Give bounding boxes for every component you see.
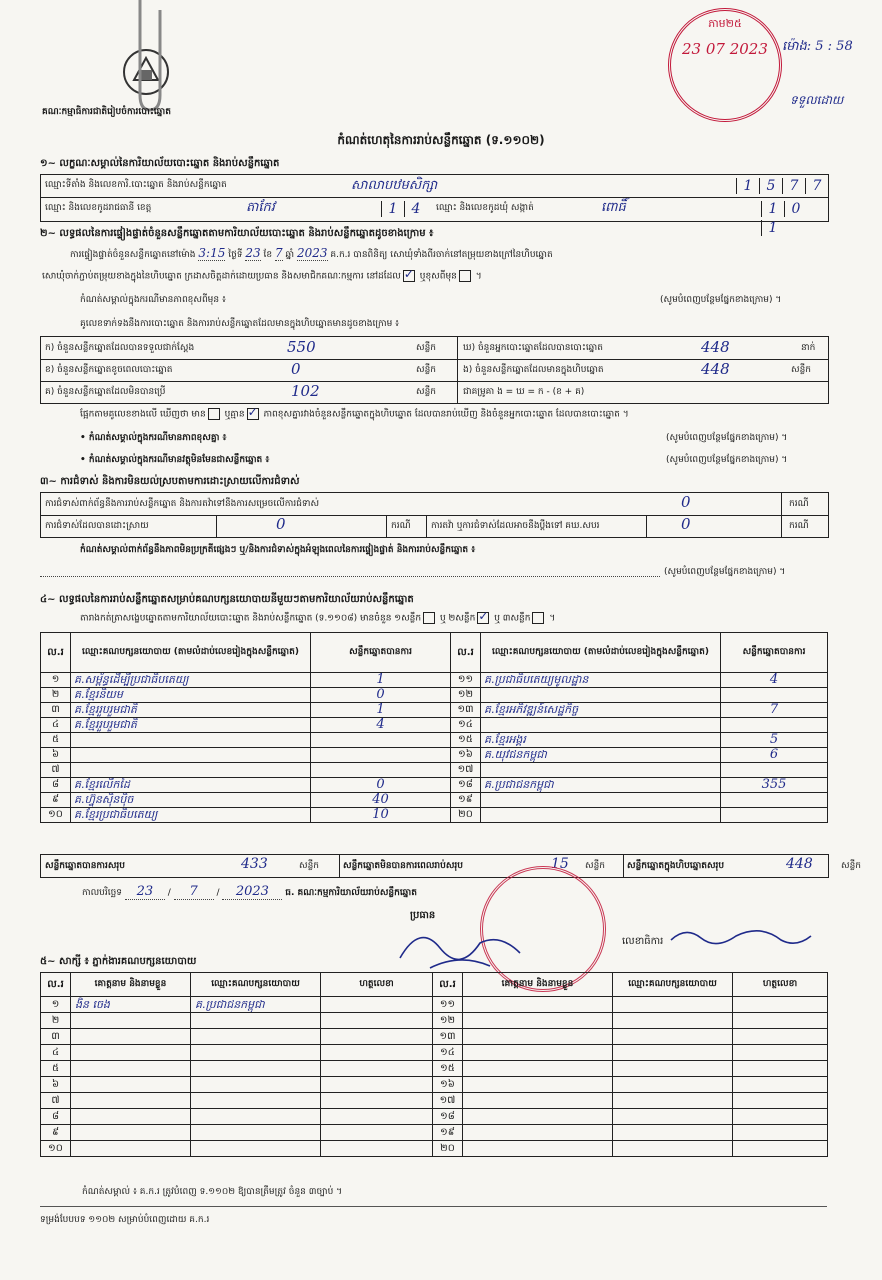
s3-note: កំណត់សម្គាល់ពាក់ព័ន្ធនឹងភាពមិនប្រក្រតីផ្សេងៗ ឬ/និងការជំទាស់ក្នុងអំឡុងពេលនៃការផ្ទៀងផ្ទាត់ និងការរាប់សន្លឹកឆ្នោត ៖ — [80, 545, 476, 555]
party-votes-cell: 10 — [311, 808, 451, 823]
s3-r1-value: 0 — [681, 493, 691, 511]
party-no-cell: ១៣ — [451, 703, 481, 718]
s2-diff-none: ឬគ្មាន — [224, 409, 245, 420]
same-checkbox[interactable] — [403, 270, 415, 282]
party-votes-cell — [721, 718, 828, 733]
witness-no-cell: ៨ — [41, 1109, 71, 1125]
party-party-cell: គ.ហ្វ៊ុនស៊ិនប៉ិច — [71, 793, 311, 808]
witness-row — [41, 1141, 828, 1157]
witness-no-cell: ១៩ — [433, 1125, 463, 1141]
s3-r1-unit: ករណី — [789, 499, 809, 509]
stamp-date: 23 07 2023 — [682, 40, 768, 58]
s4-opt2: ឬ ២សន្លឹក — [439, 613, 476, 624]
party-no-cell: ៣ — [41, 703, 71, 718]
witness-row — [41, 1093, 828, 1109]
party-no-cell: ៥ — [41, 733, 71, 748]
s2-no-label: ឬខុសពីមុន — [419, 271, 457, 282]
g-label: គ) ចំនួនសន្លឹកឆ្នោតដែលមិនបានប្រើ — [45, 387, 166, 397]
has-difference-checkbox[interactable] — [208, 408, 220, 420]
footer-note: កំណត់សម្គាល់ ៖ គ.ក.រ ត្រូវបំពេញ ទ.១១០២ ឱ្យបានត្រឹមត្រូវ ចំនួន ៣ច្បាប់ ។ — [82, 1187, 343, 1197]
k-unit: សន្លឹក — [416, 343, 436, 353]
witness-name-cell — [463, 1109, 613, 1125]
date-label: កាលបរិច្ឆេទ — [82, 888, 122, 898]
receipt-stamp — [668, 8, 782, 122]
different-checkbox[interactable] — [459, 270, 471, 282]
party-no-cell: ១២ — [451, 688, 481, 703]
witness-sign-cell — [733, 1029, 828, 1045]
w-col-sign: ហត្ថលេខា — [733, 973, 828, 997]
s2-day: 23 — [245, 246, 261, 260]
witness-party-cell — [613, 1125, 733, 1141]
witness-row — [41, 1013, 828, 1029]
party-party-cell — [71, 733, 311, 748]
table-row — [41, 763, 828, 778]
witness-sign-cell — [733, 1013, 828, 1029]
s2-bullet1-note: (សូមបំពេញបន្ថែមផ្នែកខាងក្រោម) ។ — [666, 433, 788, 443]
digit: 0 — [784, 201, 807, 217]
party-votes-cell — [311, 748, 451, 763]
s3-box — [40, 492, 829, 538]
party-votes-cell: 1 — [311, 703, 451, 718]
party-party-cell: គ.សម្ព័ន្ធដើម្បីប្រជាធិបតេយ្យ — [71, 673, 311, 688]
sum3-unit: សន្លឹក — [841, 861, 861, 871]
party-no-cell: ៦ — [41, 748, 71, 763]
digit: 1 — [761, 220, 784, 236]
witness-name-cell — [463, 1061, 613, 1077]
party-votes-cell: 1 — [311, 673, 451, 688]
witness-table — [40, 972, 828, 1157]
party-party-cell: គ.ខ្មែររួបរួមជាតិ — [71, 703, 311, 718]
witness-name-cell — [463, 997, 613, 1013]
witness-sign-cell — [321, 1045, 433, 1061]
col-votes: សន្លឹកឆ្នោតបានការ — [311, 633, 451, 673]
g-value: 102 — [291, 382, 320, 400]
secretary-signature — [666, 918, 816, 954]
party-votes-cell: 0 — [311, 778, 451, 793]
s2-note-line: កំណត់សម្គាល់ក្នុងករណីមានភាពខុសពីមុន ៖ — [80, 295, 226, 305]
committee-label: ធ. គណៈកម្មការិយាល័យរាប់សន្លឹកឆ្នោត — [285, 888, 417, 898]
table-row — [41, 673, 828, 688]
party-party-cell: គ.យុវជនកម្ពុជា — [481, 748, 721, 763]
table-row — [41, 688, 828, 703]
table-row — [41, 808, 828, 823]
witness-name-cell — [463, 1141, 613, 1157]
w-col-party: ឈ្មោះគណបក្សនយោបាយ — [191, 973, 321, 997]
witness-name-cell — [463, 1029, 613, 1045]
party-party-cell — [481, 688, 721, 703]
w-col-sign: ហត្ថលេខា — [321, 973, 433, 997]
witness-no-cell: ១៦ — [433, 1077, 463, 1093]
witness-sign-cell — [321, 1013, 433, 1029]
party-votes-cell — [721, 688, 828, 703]
witness-name-cell — [71, 1109, 191, 1125]
party-party-cell: គ.ខ្មែរអភិវឌ្ឍន៍សេដ្ឋកិច្ច — [481, 703, 721, 718]
digit: 7 — [805, 178, 828, 194]
sum1-unit: សន្លឹក — [299, 861, 319, 871]
ng-label: ង) ចំនួនសន្លឹកឆ្នោតដែលមានក្នុងហិបឆ្នោត — [463, 365, 604, 375]
witness-sign-cell — [733, 1125, 828, 1141]
witness-no-cell: ២០ — [433, 1141, 463, 1157]
witness-party-cell — [191, 1109, 321, 1125]
party-no-cell: ១៥ — [451, 733, 481, 748]
sum3-value: 448 — [786, 856, 813, 872]
party-no-cell: ៤ — [41, 718, 71, 733]
digit: 1 — [761, 201, 784, 217]
witness-row — [41, 1125, 828, 1141]
witness-party-cell — [191, 1029, 321, 1045]
s3-r2a-label: ការជំទាស់ដែលបានដោះស្រាយ — [45, 521, 149, 531]
s1-row1-value: សាលាបឋមសិក្សា — [351, 178, 438, 193]
witness-no-cell: ៩ — [41, 1125, 71, 1141]
s3-r2b-unit: ករណី — [789, 521, 809, 531]
witness-no-cell: ១០ — [41, 1141, 71, 1157]
secretary-label: លេខាធិការ — [622, 936, 664, 947]
no-difference-checkbox[interactable] — [247, 408, 259, 420]
s1-row2-digits — [381, 198, 427, 217]
witness-sign-cell — [321, 1141, 433, 1157]
witness-sign-cell — [321, 1077, 433, 1093]
witness-sign-cell — [733, 1109, 828, 1125]
witness-sign-cell — [733, 1077, 828, 1093]
digit: 1 — [381, 201, 404, 217]
witness-name-cell — [71, 1093, 191, 1109]
witness-row — [41, 1077, 828, 1093]
s4-intro: តារាងកត់ត្រាសង្ខេបឆ្នោតតាមការិយាល័យបោះឆ្នោត និងរាប់សន្លឹកឆ្នោត (ទ.១១០៨) មានចំនួន ១សន្លឹក — [80, 613, 422, 624]
party-party-cell: គ.ខ្មែរអង្គរ — [481, 733, 721, 748]
s2-month: 7 — [275, 246, 283, 260]
witness-sign-cell — [321, 997, 433, 1013]
s2-bullet1: • កំណត់សម្គាល់ក្នុងករណីមានភាពខុសគ្នា ៖ — [80, 433, 227, 443]
k-label: ក) ចំនួនសន្លឹកឆ្នោតដែលបានទទួលជាក់ស្តែង — [45, 343, 195, 353]
party-party-cell: គ.ខ្មែរនិយម — [71, 688, 311, 703]
witness-party-cell — [191, 1093, 321, 1109]
party-party-cell: គ.ប្រជាធិបតេយ្យមូលដ្ឋាន — [481, 673, 721, 688]
party-votes-cell — [721, 793, 828, 808]
party-votes-cell: 40 — [311, 793, 451, 808]
party-no-cell: ១១ — [451, 673, 481, 688]
s3-r2a-value: 0 — [276, 515, 286, 533]
party-votes-cell — [311, 763, 451, 778]
three-sheets-checkbox[interactable] — [532, 612, 544, 624]
party-party-cell — [481, 718, 721, 733]
witness-party-cell — [613, 1093, 733, 1109]
witness-no-cell: ១ — [41, 997, 71, 1013]
witness-name-cell — [463, 1077, 613, 1093]
party-no-cell: ៨ — [41, 778, 71, 793]
witness-row — [41, 1061, 828, 1077]
s2-intro: ការផ្ទៀងផ្ទាត់ចំនួនសន្លឹកឆ្នោតនៅម៉ោង — [70, 250, 196, 260]
witness-sign-cell — [733, 1061, 828, 1077]
table-row — [41, 778, 828, 793]
witness-party-cell — [613, 997, 733, 1013]
date-month: 7 — [174, 884, 214, 900]
witness-sign-cell — [321, 1093, 433, 1109]
witness-name-cell — [71, 1077, 191, 1093]
witness-no-cell: ១១ — [433, 997, 463, 1013]
witness-party-cell — [191, 1077, 321, 1093]
table-row — [41, 703, 828, 718]
stamp-time: ម៉ោង: 5 : 58 — [782, 39, 853, 54]
digit: 7 — [782, 178, 805, 194]
s3-r1-label: ការជំទាស់ពាក់ព័ន្ធនឹងការរាប់សន្លឹកឆ្នោត និងការតវ៉ាទៅនឹងការសម្រេចលើការជំទាស់ — [45, 499, 320, 509]
gh-unit: នាក់ — [801, 343, 816, 353]
s2-bullet2-note: (សូមបំពេញបន្ថែមផ្នែកខាងក្រោម) ។ — [666, 455, 788, 465]
form-title: កំណត់ហេតុនៃការរាប់សន្លឹកឆ្នោត (ទ.១១០២) — [337, 133, 545, 147]
witness-sign-cell — [321, 1061, 433, 1077]
party-results-table — [40, 632, 828, 823]
witness-name-cell — [463, 1093, 613, 1109]
s2-yes-label: នៅដដែល — [366, 271, 401, 282]
witness-no-cell: ៤ — [41, 1045, 71, 1061]
witness-sign-cell — [733, 1045, 828, 1061]
s2-diff-text: ផ្អែកតាមគូលេខខាងលើ ឃើញថា មាន — [80, 409, 206, 420]
party-no-cell: ៩ — [41, 793, 71, 808]
witness-row — [41, 1109, 828, 1125]
s3-title: ៣~ ការជំទាស់ និងការមិនយល់ស្របតាមការដោះស្រាយលើការជំទាស់ — [40, 476, 300, 487]
s4-summary — [40, 854, 861, 878]
s4-intro-row: តារាងកត់ត្រាសង្ខេបឆ្នោតតាមការិយាល័យបោះឆ្នោត និងរាប់សន្លឹកឆ្នោត (ទ.១១០៨) មានចំនួន ១សន្លឹក ឬ ២សន្លឹក✓ ឬ ៣សន្លឹក ។ — [80, 612, 555, 626]
col-votes: សន្លឹកឆ្នោតបានការ — [721, 633, 828, 673]
paperclip-icon — [130, 0, 170, 115]
witness-sign-cell — [733, 997, 828, 1013]
gh-label: ឃ) ចំនួនអ្នកបោះឆ្នោតដែលបានបោះឆ្នោត — [463, 343, 603, 353]
witness-no-cell: ១៥ — [433, 1061, 463, 1077]
s3-r2a-unit: ករណី — [391, 521, 411, 531]
kh-unit: សន្លឹក — [416, 365, 436, 375]
party-party-cell — [71, 748, 311, 763]
s1-row1-label: ឈ្មោះទីតាំង និងលេខការិ.បោះឆ្នោត និងរាប់សន្លឹកឆ្នោត — [45, 180, 227, 190]
s3-r2b-value: 0 — [681, 515, 691, 533]
table-row — [41, 748, 828, 763]
witness-sign-cell — [321, 1029, 433, 1045]
kh-label: ខ) ចំនួនសន្លឹកឆ្នោតខូចពេលបោះឆ្នោត — [45, 365, 173, 375]
witness-no-cell: ៥ — [41, 1061, 71, 1077]
sum1-label: សន្លឹកឆ្នោតបានការសរុប — [45, 861, 125, 871]
witness-name-cell — [71, 1045, 191, 1061]
witness-no-cell: ១៧ — [433, 1093, 463, 1109]
s4-date-row: កាលបរិច្ឆេទ 23 / 7 / 2023 ធ. គណៈកម្មការិយាល័យរាប់សន្លឹកឆ្នោត — [82, 884, 417, 899]
party-votes-cell — [721, 763, 828, 778]
col-no: ល.រ — [451, 633, 481, 673]
w-col-name: គោត្តនាម និងនាមខ្លួន — [463, 973, 613, 997]
g-unit: សន្លឹក — [416, 387, 436, 397]
s2-year: 2023 — [296, 246, 328, 260]
stamp-code: ភាម២៥ — [708, 17, 742, 30]
witness-party-cell — [191, 1045, 321, 1061]
witness-name-cell — [71, 1141, 191, 1157]
table-row — [41, 793, 828, 808]
witness-party-cell — [613, 1077, 733, 1093]
party-votes-cell: 4 — [311, 718, 451, 733]
s2-intro-end: គ.ក.រ បានពិនិត្យ សោឃុំទាំងពីរចាក់នៅតម្រុយខាងក្រៅនៃហិបឆ្នោត — [330, 250, 553, 260]
party-votes-cell: 6 — [721, 748, 828, 763]
witness-sign-cell — [321, 1109, 433, 1125]
witness-party-cell — [191, 1141, 321, 1157]
s2-counts-box — [40, 336, 829, 404]
s1-row2b-value: ពោធិ៍ — [601, 200, 626, 215]
committee-name: គណៈកម្មាធិការជាតិរៀបចំការបោះឆ្នោត — [42, 107, 171, 117]
date-year: 2023 — [222, 884, 282, 900]
witness-name-cell — [463, 1125, 613, 1141]
s4-opt3: ឬ ៣សន្លឹក — [494, 613, 531, 624]
s2-diff-row — [80, 408, 629, 422]
s1-row2b-label: ឈ្មោះ និងលេខកូដឃុំ សង្កាត់ — [436, 203, 534, 213]
witness-row — [41, 1045, 828, 1061]
ng-value: 448 — [701, 360, 730, 378]
sum2-label: សន្លឹកឆ្នោតមិនបានការពេលរាប់សរុប — [343, 861, 463, 871]
party-no-cell: ១០ — [41, 808, 71, 823]
w-col-no: ល.រ — [41, 973, 71, 997]
witness-no-cell: ១៨ — [433, 1109, 463, 1125]
s1-row2-label: ឈ្មោះ និងលេខកូដរាជធានី ខេត្ត — [45, 203, 152, 213]
party-votes-cell: 0 — [311, 688, 451, 703]
witness-party-cell — [613, 1029, 733, 1045]
witness-party-cell — [191, 1061, 321, 1077]
witness-party-cell: គ.ប្រជាជនកម្ពុជា — [191, 997, 321, 1013]
witness-name-cell — [71, 1013, 191, 1029]
s2-line2: សោឃុំចាក់ភ្ជាប់តម្រុយខាងក្នុងនៃហិបឆ្នោត ក្រដាសចិត្តដាក់ដោយប្រធាន និងសមាជិកគណៈកម្មការ — [42, 271, 364, 282]
col-party: ឈ្មោះគណបក្សនយោបាយ (តាមលំដាប់លេខរៀងក្នុងសន្លឹកឆ្នោត) — [71, 633, 311, 673]
party-party-cell: គ.ខ្មែររួបរួមជាតិ — [71, 718, 311, 733]
party-party-cell — [71, 763, 311, 778]
witness-name-cell: ងិន ចេង — [71, 997, 191, 1013]
witness-sign-cell — [733, 1141, 828, 1157]
party-votes-cell: 4 — [721, 673, 828, 688]
witness-row — [41, 997, 828, 1013]
date-day: 23 — [125, 884, 165, 900]
s2-year-label: ឆ្នាំ — [285, 250, 295, 260]
party-votes-cell: 7 — [721, 703, 828, 718]
s1-row2b-digits — [761, 198, 828, 236]
chair-signature — [390, 918, 540, 978]
s4-title: ៤~ លទ្ធផលនៃការរាប់សន្លឹកឆ្នោតសម្រាប់គណបក្សនយោបាយនីមួយៗតាមការិយាល័យរាប់សន្លឹកឆ្នោត — [40, 594, 414, 605]
s3-r2b-label: ការតវ៉ា ឬការជំទាស់ដែលអាចនឹងប្តឹងទៅ គឃ.សបរ — [431, 521, 600, 531]
witness-name-cell — [71, 1125, 191, 1141]
sum1-value: 433 — [241, 856, 268, 872]
s1-title: ១~ លក្ខណៈសម្គាល់នៃការិយាល័យបោះឆ្នោត និងរាប់សន្លឹកឆ្នោត — [40, 158, 280, 169]
party-votes-cell: 5 — [721, 733, 828, 748]
table-row — [41, 733, 828, 748]
witness-no-cell: ៣ — [41, 1029, 71, 1045]
two-sheets-checkbox[interactable] — [477, 612, 489, 624]
w-col-name: គោត្តនាម និងនាមខ្លួន — [71, 973, 191, 997]
s1-row2-value: តាកែវ — [246, 200, 275, 215]
witness-row — [41, 1029, 828, 1045]
s2-time: 3:15 — [198, 246, 226, 260]
witness-no-cell: ៦ — [41, 1077, 71, 1093]
party-no-cell: ២០ — [451, 808, 481, 823]
party-party-cell — [481, 808, 721, 823]
ng-unit: សន្លឹក — [791, 365, 811, 375]
s1-row1-digits — [736, 175, 828, 197]
witness-no-cell: ១៣ — [433, 1029, 463, 1045]
s2-fill-note: (សូមបំពេញបន្ថែមផ្នែកខាងក្រោម) ។ — [660, 295, 782, 305]
s5-title: ៥~ សាក្សី ៖ ភ្នាក់ងារគណបក្សនយោបាយ — [40, 956, 197, 967]
witness-name-cell — [71, 1061, 191, 1077]
party-no-cell: ៧ — [41, 763, 71, 778]
witness-sign-cell — [321, 1125, 433, 1141]
party-no-cell: ២ — [41, 688, 71, 703]
table-row — [41, 718, 828, 733]
party-votes-cell — [311, 733, 451, 748]
witness-name-cell — [463, 1045, 613, 1061]
kh-value: 0 — [291, 360, 301, 378]
party-votes-cell — [721, 808, 828, 823]
s2-title: ២~ លទ្ធផលនៃការផ្ទៀងផ្ទាត់ចំនួនសន្លឹកឆ្នោតតាមការិយាល័យបោះឆ្នោត និងរាប់សន្លឹកឆ្នោតដូចខាងក្រោម ៖ — [40, 228, 434, 239]
witness-no-cell: ២ — [41, 1013, 71, 1029]
s2-line2-row: សោឃុំចាក់ភ្ជាប់តម្រុយខាងក្នុងនៃហិបឆ្នោត ក្រដាសចិត្តដាក់ដោយប្រធាន និងសមាជិកគណៈកម្មការ នៅដដែល✓ ឬខុសពីមុន ។ — [42, 270, 482, 284]
witness-party-cell — [191, 1013, 321, 1029]
party-party-cell — [481, 763, 721, 778]
party-no-cell: ១៧ — [451, 763, 481, 778]
party-party-cell — [481, 793, 721, 808]
footer-form-ref: ទម្រង់បែបបទ ១១០២ សម្រាប់បំពេញដោយ គ.ក.រ — [40, 1215, 210, 1225]
party-no-cell: ១៩ — [451, 793, 481, 808]
s2-list-intro: គូលេខទាក់ទងនឹងការបោះឆ្នោត និងការរាប់សន្លឹកឆ្នោតដែលមានក្នុងហិបឆ្នោតមានដូចខាងក្រោម ៖ — [80, 319, 400, 329]
party-party-cell: គ.ខ្មែរលើកដៃ — [71, 778, 311, 793]
witness-no-cell: ១៤ — [433, 1045, 463, 1061]
s2-intro-line — [70, 246, 553, 262]
stamp-sign: ទទួលដោយ — [790, 93, 844, 107]
sum2-value: 15 — [551, 856, 569, 872]
witness-name-cell — [463, 1013, 613, 1029]
formula: ជាគម្រូគា ង = ឃ = ក - (ខ + គ) — [463, 387, 585, 397]
w-col-party: ឈ្មោះគណបក្សនយោបាយ — [613, 973, 733, 997]
s2-diff-rest: ភាពខុសគ្នារវាងចំនួនសន្លឹកឆ្នោតក្នុងហិបឆ្នោត ដែលបានរាប់ឃើញ និងចំនួនអ្នកបោះឆ្នោត ដែលបានបោះឆ្នោត ។ — [263, 409, 629, 420]
one-sheet-checkbox[interactable] — [423, 612, 435, 624]
digit: 5 — [759, 178, 782, 194]
s2-day-label: ថ្ងៃទី — [228, 250, 243, 260]
party-no-cell: ១ — [41, 673, 71, 688]
col-party: ឈ្មោះគណបក្សនយោបាយ (តាមលំដាប់លេខរៀងក្នុងសន្លឹកឆ្នោត) — [481, 633, 721, 673]
party-party-cell: គ.ប្រជាជនកម្ពុជា — [481, 778, 721, 793]
sum2-unit: សន្លឹក — [585, 861, 605, 871]
gh-value: 448 — [701, 338, 730, 356]
s2-bullet2: • កំណត់សម្គាល់ក្នុងករណីមានវត្ថុមិនមែនជាសន្លឹកឆ្នោត ៖ — [80, 455, 270, 465]
witness-party-cell — [613, 1141, 733, 1157]
col-no: ល.រ — [41, 633, 71, 673]
w-col-no: ល.រ — [433, 973, 463, 997]
sum3-label: សន្លឹកឆ្នោតក្នុងហិបឆ្នោតសរុប — [627, 861, 725, 871]
party-no-cell: ១៨ — [451, 778, 481, 793]
digit: 1 — [736, 178, 759, 194]
witness-party-cell — [191, 1125, 321, 1141]
party-no-cell: ១៦ — [451, 748, 481, 763]
party-no-cell: ១៤ — [451, 718, 481, 733]
witness-party-cell — [613, 1109, 733, 1125]
s2-month-label: ខែ — [263, 250, 273, 260]
witness-name-cell — [71, 1029, 191, 1045]
witness-party-cell — [613, 1045, 733, 1061]
witness-sign-cell — [733, 1093, 828, 1109]
party-party-cell: គ.ខ្មែរប្រជាធិបតេយ្យ — [71, 808, 311, 823]
s3-fill-note: (សូមបំពេញបន្ថែមផ្នែកខាងក្រោម) ។ — [664, 567, 786, 577]
chair-label: ប្រធាន — [410, 910, 436, 921]
witness-no-cell: ៧ — [41, 1093, 71, 1109]
witness-no-cell: ១២ — [433, 1013, 463, 1029]
witness-party-cell — [613, 1013, 733, 1029]
digit: 4 — [404, 201, 427, 217]
k-value: 550 — [287, 338, 316, 356]
party-votes-cell: 355 — [721, 778, 828, 793]
witness-party-cell — [613, 1061, 733, 1077]
